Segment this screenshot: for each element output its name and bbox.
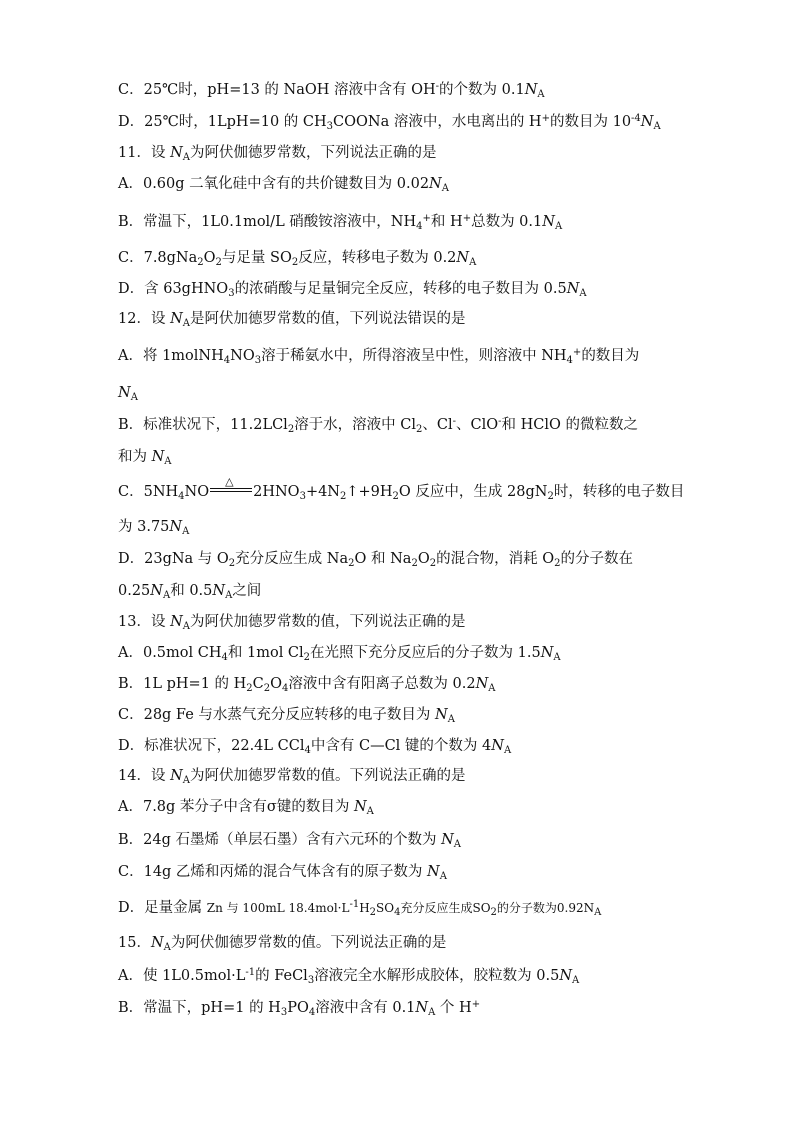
q15-A: A．使 $1L0.5mol\cdot L^{-1}$的 FeCl$_3$溶液完全水解形成胶体，胶粒数为 $0.5N_A$	[118, 967, 580, 986]
line-C10: C．25℃时，pH=13 的 NaOH 溶液中含有 OH-的个数为 $0.1N_A$	[118, 81, 545, 100]
q11-D: D．含 63gHNO$_3$的浓硝酸与足量铜完全反应，转移的电子数目为 $0.5N_A$	[118, 281, 587, 299]
q11-C: C．$7.8gNa_2O_2$与足量 $SO_2$反应，转移电子数为 $0.2N_A$	[118, 250, 477, 268]
q15: 15．$N_A$为阿伏伽德罗常数的值。下列说法正确的是	[118, 935, 447, 953]
q13: 13．设 $N_A$为阿伏加德罗常数的值，下列说法正确的是	[118, 614, 466, 632]
q11-B: B．常温下，1L0.1mol/L 硝酸铵溶液中，$NH_4^+$和 H+总数为 $0.1N_A$	[118, 213, 563, 232]
line-D10: D．25℃时，1LpH=10 的 $CH_3COONa$ 溶液中，水电离出的 H+的数目为 $10^{-4}N_A$	[118, 113, 661, 132]
q12-C1: C．$5NH_4NO$ △ $2HNO_3+4N_2↑+9H_2O$ 反应中，生成 $28gN_2$时，转移的电子数目	[118, 475, 685, 502]
q15-B: B．常温下，pH=1 的 $H_3PO_4$溶液中含有 $0.1N_A$ 个 H+	[118, 999, 481, 1018]
q14-B: B．24g 石墨烯（单层石墨）含有六元环的个数为 $N_A$	[118, 832, 462, 850]
q12-A1: A．将 $1molNH_4NO_3$溶于稀氨水中，所得溶液呈中性，则溶液中 $NH_4^+$的数目为	[118, 347, 640, 366]
q14: 14．设 $N_A$为阿伏加德罗常数的值。下列说法正确的是	[118, 768, 466, 786]
q14-D: D．足量金属 Zn 与 100mL $18.4mol\cdot L^{-1}H_2SO_4$充分反应生成$SO_2$的分子数为$0.92N_A$	[118, 899, 602, 918]
q12-A2: $N_A$	[118, 385, 138, 403]
q12-D2: $0.25N_A$和 $0.5N_A$之间	[118, 583, 262, 601]
q12-C2: 为 $3.75N_A$	[118, 519, 190, 537]
q11: 11．设 $N_A$为阿伏伽德罗常数，下列说法正确的是	[118, 145, 437, 163]
q14-C: C．14g 乙烯和丙烯的混合气体含有的原子数为 $N_A$	[118, 864, 447, 882]
q13-B: B．1L pH=1 的 $H_2C_2O_4$溶液中含有阳离子总数为 $0.2N_A$	[118, 676, 496, 694]
q12-B2: 和为 $N_A$	[118, 449, 172, 467]
q12: 12．设 $N_A$是阿伏加德罗常数的值，下列说法错误的是	[118, 311, 466, 329]
q14-A: A．7.8g 苯分子中含有σ键的数目为 $N_A$	[118, 799, 374, 817]
q13-C: C．28g Fe 与水蒸气充分反应转移的电子数目为 $N_A$	[118, 707, 455, 725]
q13-A: A．0.5mol $CH_4$和 1mol $Cl_2$在光照下充分反应后的分子数为 $1.5N_A$	[118, 645, 561, 663]
q12-D1: D．23gNa 与 $O_2$充分反应生成 $Na_2O$ 和 $Na_2O_2$的混合物，消耗 $O_2$的分子数在	[118, 551, 633, 569]
q11-A: A．0.60g 二氧化硅中含有的共价键数目为 $0.02N_A$	[118, 176, 449, 194]
q12-B1: B．标准状况下，11.2LCl$_2$溶于水，溶液中 $Cl_2$、Cl-、ClO-和 HClO 的微粒数之	[118, 416, 639, 435]
q13-D: D．标准状况下，22.4L CCl$_4$中含有 C—Cl 键的个数为 $4N_A$	[118, 738, 512, 756]
